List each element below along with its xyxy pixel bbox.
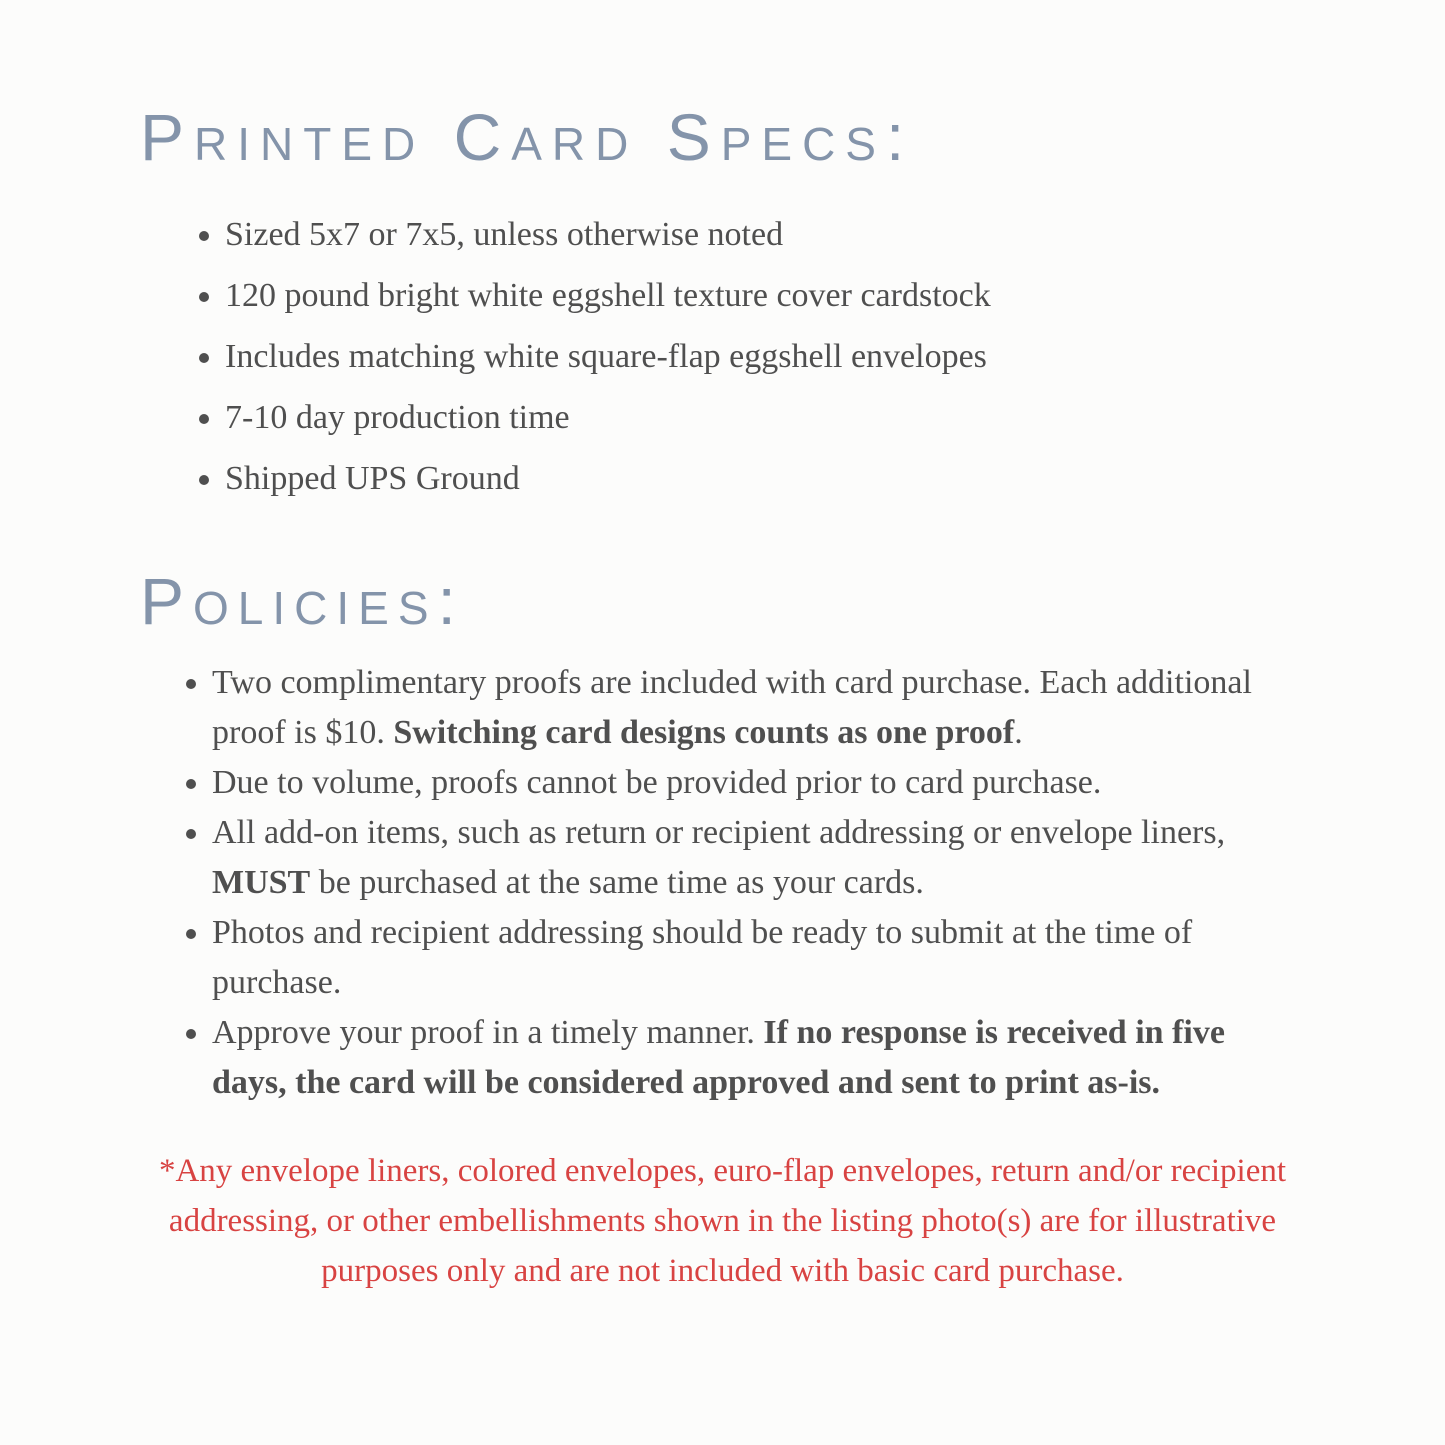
list-item <box>225 338 1300 376</box>
printed-card-specs-heading: Printed Card Specs: <box>140 100 915 174</box>
list-item <box>212 1008 1265 1108</box>
policy-text-bold: If no response is received in five days, the card will be considered approved and sent to print as-is. <box>212 1014 1225 1101</box>
policies-heading: Policies: <box>140 564 465 638</box>
list-item <box>225 460 1300 498</box>
spec-text: 7-10 day production time <box>225 399 570 436</box>
list-item <box>225 399 1300 437</box>
list-item <box>212 658 1265 758</box>
list-item <box>212 908 1265 1008</box>
policy-text: Photos and recipient addressing should be ready to submit at the time of purchase. <box>212 914 1193 1001</box>
policy-text-bold: Switching card designs counts as one proof <box>393 714 1015 751</box>
red-disclaimer-text: *Any envelope liners, colored envelopes, euro-flap envelopes, return and/or recipient addressing, or other embellishments shown in the listing photo(s) are for illustrative purposes only and are not included with basic card purchase. <box>158 1153 1287 1289</box>
list-item <box>212 758 1265 808</box>
policy-text: be purchased at the same time as your cards. <box>310 864 924 901</box>
spec-text: Sized 5x7 or 7x5, unless otherwise noted <box>225 216 784 253</box>
spec-text: Shipped UPS Ground <box>225 460 520 497</box>
policy-text: Due to volume, proofs cannot be provided prior to card purchase. <box>212 764 1102 801</box>
policy-text-bold: MUST <box>212 864 311 901</box>
policy-text: . <box>1014 714 1023 751</box>
policy-text: All add-on items, such as return or recipient addressing or envelope liners, <box>212 814 1226 851</box>
list-item <box>225 277 1300 315</box>
policies-list <box>140 658 1265 1108</box>
list-item <box>212 808 1265 908</box>
policy-text: Approve your proof in a timely manner. <box>212 1014 764 1051</box>
policy-text: Two complimentary proofs are included with card purchase. Each additional proof is $10. <box>212 664 1252 751</box>
specs-list <box>140 216 1300 498</box>
list-item <box>225 216 1300 254</box>
spec-text: Includes matching white square-flap eggshell envelopes <box>225 338 987 375</box>
spec-text: 120 pound bright white eggshell texture cover cardstock <box>225 277 991 314</box>
